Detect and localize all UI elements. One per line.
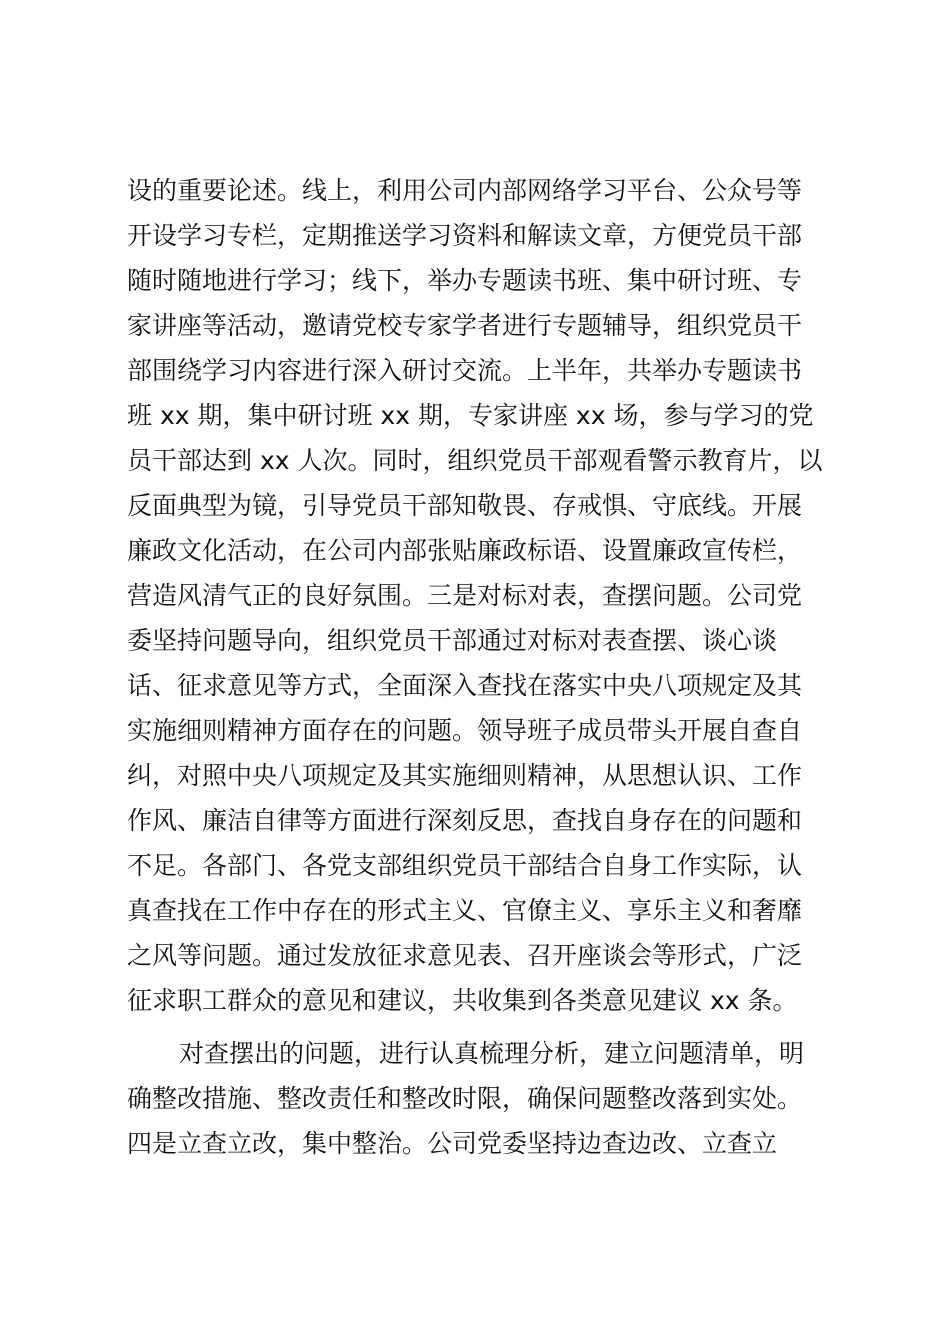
text-line: 之风等问题。通过发放征求意见表、召开座谈会等形式，广泛 [127,941,803,970]
text-line: 反面典型为镜，引导党员干部知敬畏、存戒惧、守底线。开展 [127,491,803,520]
body-text [127,168,847,1166]
text-line: 作风、廉洁自律等方面进行深刻反思，查找自身存在的问题和 [127,806,803,835]
text-line: 实施细则精神方面存在的问题。领导班子成员带头开展自查自 [127,716,803,745]
text-line: 家讲座等活动，邀请党校专家学者进行专题辅导，组织党员干 [127,311,803,340]
text-line: 话、征求意见等方式，全面深入查找在落实中央八项规定及其 [127,671,803,700]
text-line: 部围绕学习内容进行深入研讨交流。上半年，共举办专题读书 [127,356,803,385]
text-line: 廉政文化活动，在公司内部张贴廉政标语、设置廉政宣传栏， [127,536,803,565]
text-line: 员干部达到 xx 人次。同时，组织党员干部观看警示教育片，以 [127,446,823,475]
text-line: 班 xx 期，集中研讨班 xx 期，专家讲座 xx 场，参与学习的党 [127,401,814,430]
text-line: 开设学习专栏，定期推送学习资料和解读文章，方便党员干部 [127,221,803,250]
text-line: 委坚持问题导向，组织党员干部通过对标对表查摆、谈心谈 [127,626,778,655]
paragraph-first-line: 对查摆出的问题，进行认真梳理分析，建立问题清单，明 [179,1039,805,1068]
text-line: 随时随地进行学习；线下，举办专题读书班、集中研讨班、专 [127,266,803,295]
text-line: 真查找在工作中存在的形式主义、官僚主义、享乐主义和奢靡 [127,896,803,925]
text-line: 设的重要论述。线上，利用公司内部网络学习平台、公众号等 [127,176,803,205]
text-line: 确整改措施、整改责任和整改时限，确保问题整改落到实处。 [127,1084,803,1113]
text-line: 征求职工群众的意见和建议，共收集到各类意见建议 xx 条。 [127,986,798,1015]
text-line: 四是立查立改，集中整治。公司党委坚持边查边改、立查立 [127,1129,778,1158]
text-line: 营造风清气正的良好氛围。三是对标对表，查摆问题。公司党 [127,581,803,610]
text-line: 不足。各部门、各党支部组织党员干部结合自身工作实际，认 [127,851,803,880]
text-line: 纠，对照中央八项规定及其实施细则精神，从思想认识、工作 [127,761,803,790]
